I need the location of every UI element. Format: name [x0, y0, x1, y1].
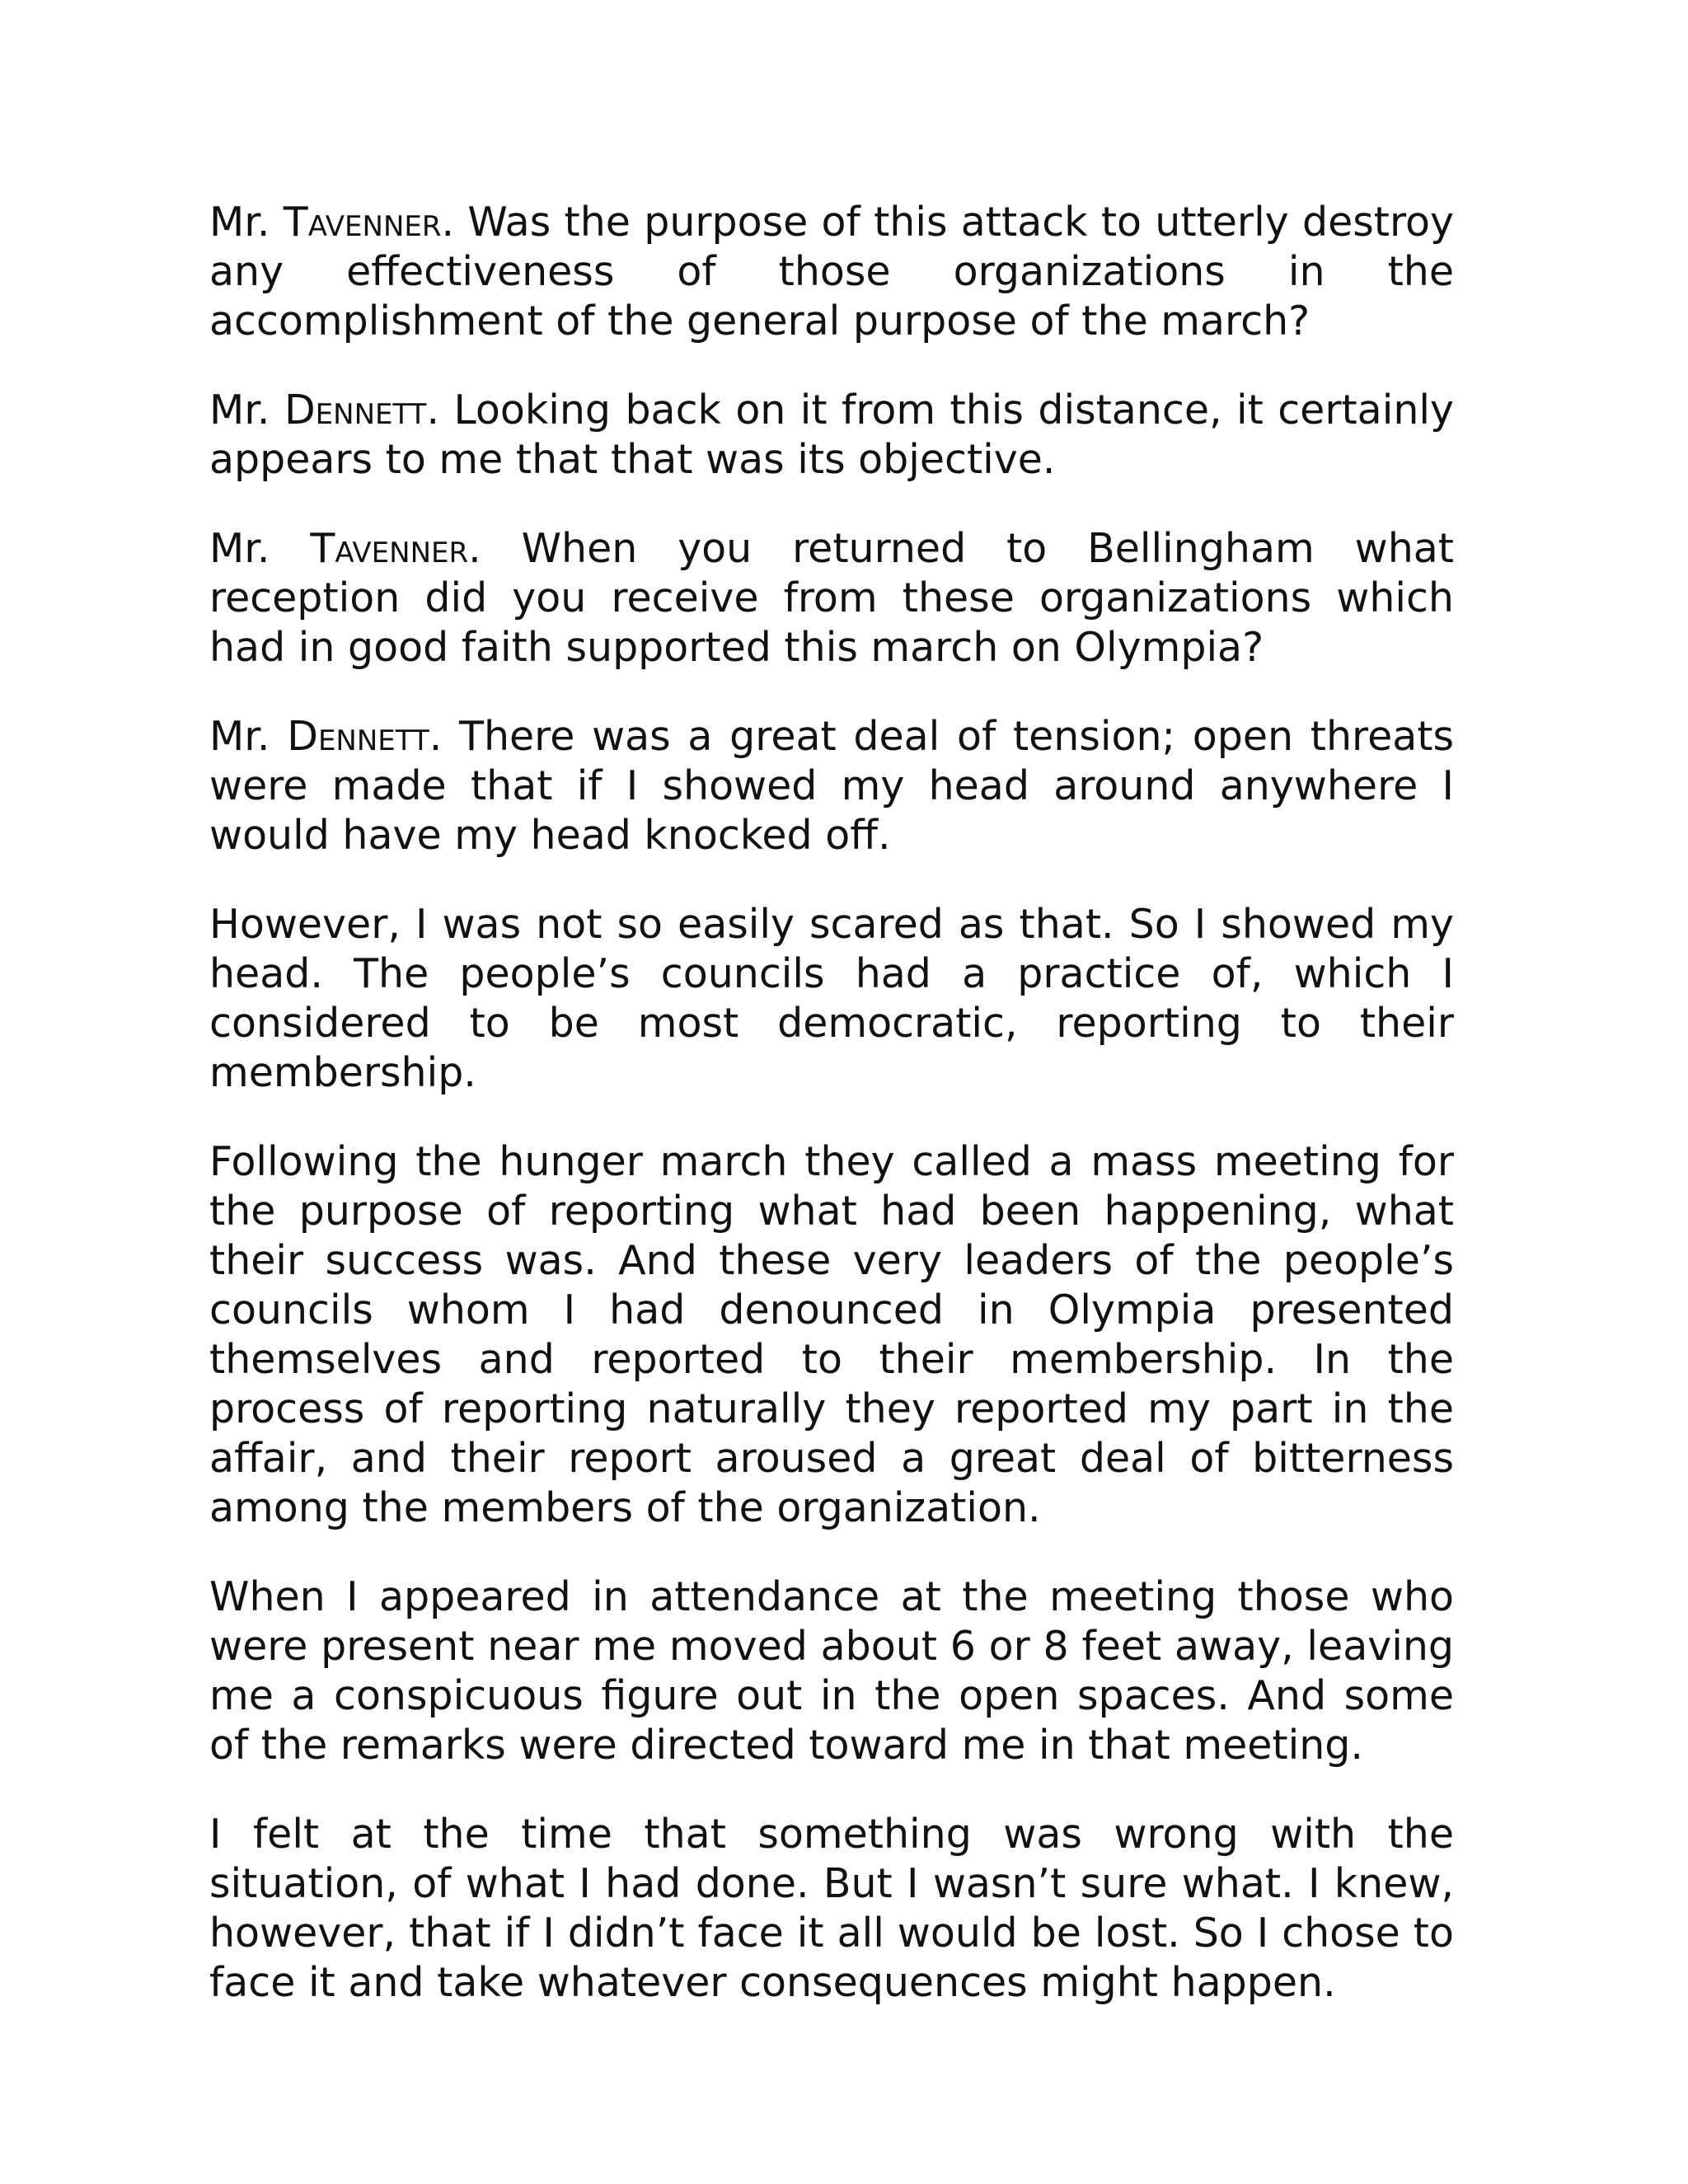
speaker-prefix: Mr. [209, 387, 284, 434]
testimony-paragraph [209, 1810, 1454, 2008]
speech-text: Following the hunger march they called a mass meeting for the purpose of reporting what had been happening, what their success was. And these very leaders of the people’s councils whom I had denounced in Olympia presented themselves and reported to their membership. In the process of reporting naturally they reported my part in the affair, and their report aroused a great deal of bitterness among the members of the organization. [209, 1138, 1454, 1531]
testimony-paragraph [209, 712, 1454, 860]
testimony-paragraph [209, 1572, 1454, 1770]
speaker-name: Dennett [284, 387, 427, 434]
speaker-name: Tavenner [283, 199, 442, 246]
speech-text: . Was the purpose of this attack to utterly destroy any effectiveness of those organizations in the accomplishment of the general purpose of the march? [209, 199, 1454, 344]
speaker-prefix: Mr. [209, 199, 284, 246]
speech-text: When I appeared in attendance at the meeting those who were present near me moved about 6 or 8 feet away, leaving me a conspicuous figure out in the open spaces. And some of the remarks were directed toward me in that meeting. [209, 1573, 1454, 1769]
speech-text: . There was a great deal of tension; open threats were made that if I showed my head around anywhere I would have my head knocked off. [209, 713, 1454, 859]
testimony-paragraph [209, 900, 1454, 1098]
testimony-paragraph [209, 386, 1454, 485]
speech-text: I felt at the time that something was wrong with the situation, of what I had done. But I wasn’t sure what. I knew, however, that if I didn’t face it all would be lost. So I chose to face it and take whatever consequences might happen. [209, 1811, 1454, 2006]
speaker-name: Tavenner [310, 525, 469, 572]
speaker-prefix: Mr. [209, 713, 288, 760]
speech-text: . Looking back on it from this distance, it certainly appears to me that that was its objective. [209, 387, 1454, 483]
testimony-paragraph [209, 1137, 1454, 1533]
testimony-paragraph [209, 198, 1454, 346]
speaker-name: Dennett [287, 713, 429, 760]
testimony-paragraph [209, 524, 1454, 673]
speech-text: . When you returned to Bellingham what reception did you receive from these organizations which had in good faith supported this march on Olympia? [209, 525, 1454, 671]
speaker-prefix: Mr. [209, 525, 311, 572]
speech-text: However, I was not so easily scared as that. So I showed my head. The people’s councils had a practice of, which I considered to be most democratic, reporting to their membership. [209, 901, 1454, 1096]
document-page [209, 198, 1454, 2047]
